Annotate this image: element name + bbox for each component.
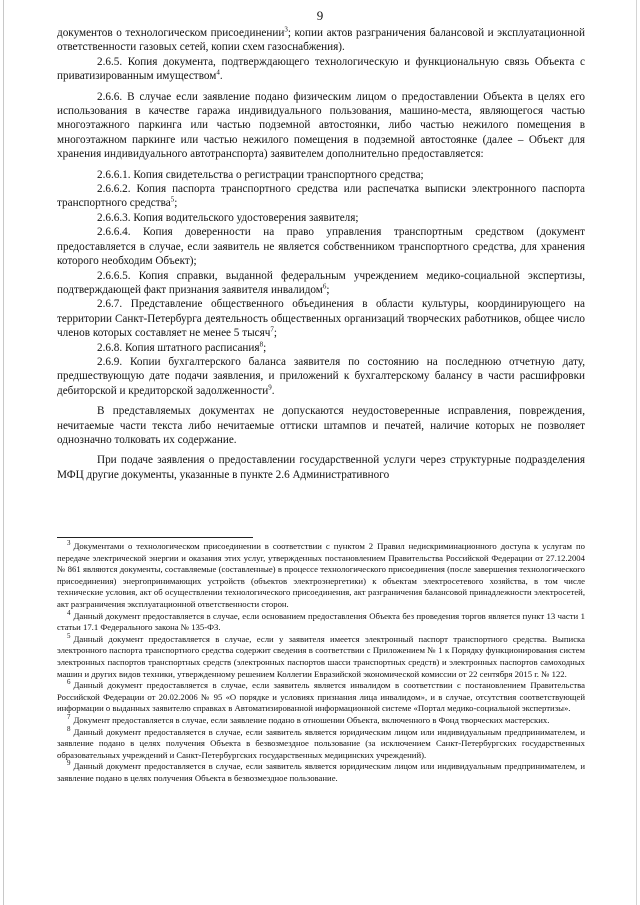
footnote-number: 8	[67, 724, 71, 733]
footnote-ref-6[interactable]: 6	[322, 282, 327, 291]
footnote-number: 5	[67, 631, 71, 640]
footnote-number: 7	[67, 713, 71, 722]
paragraph-2-6-8: 2.6.8. Копия штатного расписания$^8$;	[97, 339, 267, 354]
footnote-ref-9[interactable]: 9	[268, 383, 272, 392]
footnote-ref-3[interactable]: 3	[284, 25, 288, 34]
footnote-ref-8[interactable]: 8	[259, 339, 264, 348]
footnote-number: 6	[67, 678, 71, 687]
footnote-ref-5[interactable]: 5	[170, 195, 175, 204]
footnote-ref-7[interactable]: 7	[270, 325, 274, 334]
page-number: 9	[316, 8, 324, 23]
paragraph-2-6-6: 2.6.6. В случае если заявление подано физическим лицом о предоставлении Объекта в целях его использования в качестве гаража индивидуального пользования, машино-места, являющегося частью многоэтажного паркинга или частью подземной автостоянки, либо частью нежилого помещения в многоэтажном паркинге или частью нежилого помещения в подземной автостоянке (далее – Объект для хранения индивидуального автотранспорта) заявителем дополнительно предоставляется:	[57, 90, 585, 161]
footnote-separator	[57, 537, 253, 538]
paragraph-mfc: При подаче заявления о предоставлении государственной услуги через структурные подразделения МФЦ другие документы, указанные в пункте 2.6 Административного	[57, 454, 585, 481]
footnote-9: $^9$ Данный документ предоставляется в случае, если заявитель является юридическим лицом или индивидуальным предпринимателем, и заявление подано в целях получения Объекта в безвозмездное пользование.	[57, 759, 585, 783]
footnote-5: $^5$ Данный документ предоставляется в случае, если у заявителя имеется электронный паспорт транспортного средства. Выписка электронного паспорта транспортного средства содержит сведения в соответствии с Приложением № 1 к Порядку функционирования систем электронных паспортов транспортных средств (электронных паспортов шасси транспортных средств) и электронных паспортов самоходных машин и других видов техники, утвержденному решением Коллегии Евразийской экономической комиссии от 22 сентября 2015 г. № 122.	[57, 631, 585, 679]
footnote-7: $^7$ Документ предоставляется в случае, если заявление подано в отношении Объекта, включенного в Фонд творческих мастерских.	[67, 713, 550, 725]
footnote-4: $^4$ Данный документ предоставляется в случае, если основанием предоставления Объекта без проведения торгов является пункт 13 части 1 статьи 17.1 Федерального закона № 135-ФЗ.	[57, 608, 585, 633]
footnotes	[57, 541, 585, 784]
page-edge-right	[636, 0, 637, 905]
paragraph-2-6-6-4: 2.6.6.4. Копия доверенности на право управления транспортным средством (документ предоставляется в случае, если заявитель не является собственником транспортного средства, для хранения которого необходим Объект);	[57, 226, 585, 268]
paragraph-2-6-9: 2.6.9. Копии бухгалтерского баланса заявителя по состоянию на последнюю отчетную дату, предшествующую дате подачи заявления, и приложений к бухгалтерскому балансу в части расшифровки дебиторской и кредиторской задолженности$^9$.	[57, 355, 585, 397]
paragraph-no-corrections: В представляемых документах не допускаются неудостоверенные исправления, повреждения, нечитаемые части текста либо нечитаемые оттиски штампов и печатей, наличие которых не позволяет однозначно толковать их содержание.	[57, 405, 585, 446]
paragraph-2-6-6-1: 2.6.6.1. Копия свидетельства о регистрации транспортного средства;	[97, 168, 424, 181]
footnote-8: $^8$ Данный документ предоставляется в случае, если заявитель является юридическим лицом или индивидуальным предпринимателем, и заявление подано в целях получения Объекта в безвозмездное пользование (за исключением Санкт-Петербургских государственных образовательных учреждений и Санкт-Петербургских государственных медицинских учреждений).	[57, 724, 585, 760]
page-edge-left	[3, 0, 4, 905]
footnote-6: $^6$ Данный документ предоставляется в случае, если заявитель является инвалидом в соответствии с постановлением Правительства Российской Федерации от 20.02.2006 № 95 «О порядке и условиях признания лица инвалидом», и в случае, отсутствия соответствующей информации о выданных заявителю справках в Автоматизированной информационной системе «Портал медико-социальной экспертизы».	[57, 678, 585, 714]
paragraph-2-6-6-5: 2.6.6.5. Копия справки, выданной федеральным учреждением медико-социальной экспертизы, подтверждающей факт признания заявителя инвалидом$^6$;	[57, 269, 585, 296]
paragraph-2-6-6-2: 2.6.6.2. Копия паспорта транспортного средства или распечатка выписки электронного паспорта транспортного средства$^5$;	[57, 183, 585, 210]
paragraph-continuation: документов о технологическом присоединении$^3$; копии актов разграничения балансовой и эксплуатационной ответственности газовых сетей, копии схем газоснабжения).	[57, 25, 585, 54]
footnote-number: 9	[67, 759, 71, 768]
paragraph-2-6-5: 2.6.5. Копия документа, подтверждающего технологическую и функциональную связь Объекта с приватизированным имуществом$^4$.	[57, 55, 585, 83]
paragraph-2-6-6-3: 2.6.6.3. Копия водительского удостоверения заявителя;	[97, 211, 359, 224]
footnote-3: $^3$ Документами о технологическом присоединении в соответствии с пунктом 2 Правил недискриминационного доступа к услугам по передаче электрической энергии и оказания этих услуг, утвержденных постановлением Правительства Российской Федерации от 27.12.2004 № 861 являются документы, составляемые (составленные) в процессе технологического присоединения (после завершения технологического присоединения) энергопринимающих устройств (объектов электроэнергетики) к объектам электросетевого хозяйства, в том числе технические условия, акт об осуществлении технологического присоединения, акт разграничения балансовой принадлежности электросетей, акт разграничения эксплуатационной ответственности сторон.	[57, 539, 585, 609]
paragraph-2-6-7: 2.6.7. Представление общественного объединения в области культуры, координирующего на территории Санкт-Петербурга деятельность общественных организаций творческих работников, общее число членов которых составляет не менее 5 тысяч$^7$;	[57, 298, 585, 340]
footnote-number: 3	[67, 539, 71, 548]
body-text	[57, 26, 585, 482]
footnote-number: 4	[67, 608, 71, 617]
footnote-ref-4[interactable]: 4	[216, 68, 220, 77]
